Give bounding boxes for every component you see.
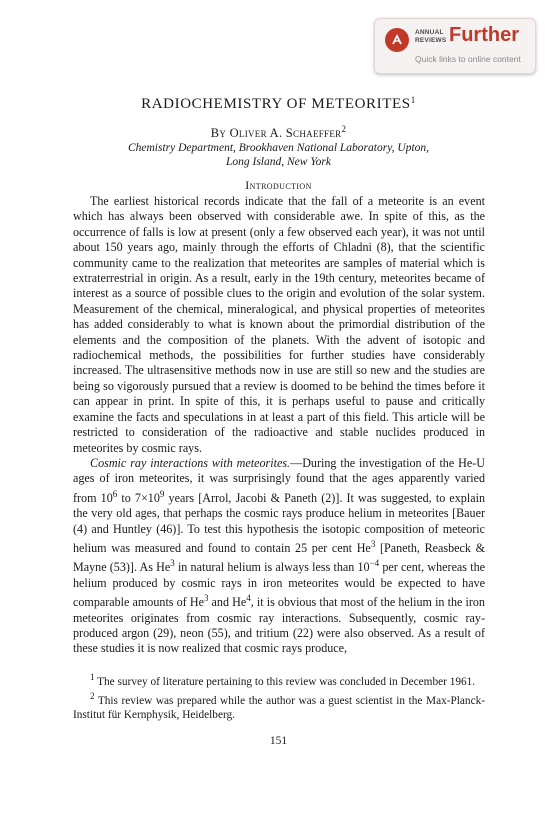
- section-heading: Introduction: [245, 178, 312, 192]
- article-title: RADIOCHEMISTRY OF METEORITES$^1$: [141, 95, 416, 112]
- further-badge[interactable]: [374, 18, 536, 74]
- paragraph-lede: Cosmic ray interactions with meteorites.: [90, 455, 291, 470]
- paragraph-cosmic-ray: Cosmic ray interactions with meteorites.—During the investigation of the He-U ages of iron meteorites, it was surprisingly found that the ages apparently varied from $10^6$ to $7\times 10^9$ years [Arrol, Jacobi & Paneth (2)]. It was suggested, to explain the very old ages, that perhaps the cosmic rays produce helium in meteorites [Bauer (4) and Huntley (46)]. To test this hypothesis the isotopic composition of meteoric helium was measured and found to contain 25 per cent He$^3$ [Paneth, Reasbeck & Mayne (53)]. As He$^3$ in natural helium is always less than $10^{-4}$ per cent, whereas the helium produced by cosmic rays in iron meteorites would be expected to have comparable amounts of He$^3$ and He$^4$, it is obvious that most of the helium in the iron meteorites originates from cosmic ray interactions. Subsequently, cosmic ray-produced argon (29), neon (55), and tritium (22) were also observed. As a result of these studies it is now realized that cosmic rays produce,: [73, 455, 486, 656]
- affiliation: [0, 141, 557, 169]
- footnote-1: $^1$ The survey of literature pertaining to this review was concluded in December 1961.: [90, 672, 476, 688]
- author-footnote-marker: 2: [341, 124, 347, 134]
- affiliation-line-1: Chemistry Department, Brookhaven National Laboratory, Upton,: [127, 142, 430, 154]
- paragraph-introduction: The earliest historical records indicate that the fall of a meteorite is an event which has always been observed with considerable awe. In spite of this, as the occurrence of falls is low at present (only a few observed each year), it was not until about 150 years ago, mainly through the efforts of Chladni (8), that the scientific community came to the realization that meteorites are samples of material which is extraterrestrial in origin. As a result, early in the 19th century, meteorites became of interest as a source of possible clues to the origin and evolution of the solar system. Measurement of the chemical, mineralogical, and physical properties of meteorites has added considerably to what is known about the primordial distribution of the elements and the composition of the planets. With the advent of isotopic and radiochemical methods, the possibilities for further studies have considerably increased. The ultrasensitive methods now in use are still so new and the studies are being so vigorously pursued that a review is doomed to be behind the times before it can appear in print. In spite of this, it is perhaps useful to pause and critically examine the facts and speculations in at least a part of this field. This article will be restricted to consideration of the radioactive and stable nuclides produced in meteorites by cosmic rays.: [73, 194, 485, 455]
- badge-label[interactable]: Further: [449, 24, 519, 46]
- author-line: By Oliver A. Schaeffer$^2$: [210, 124, 347, 140]
- page-number: 151: [269, 735, 288, 747]
- title-footnote-marker: 1: [410, 95, 416, 105]
- annual-reviews-logo-icon: [385, 28, 409, 52]
- affiliation-line-2: Long Island, New York: [225, 156, 331, 168]
- badge-publisher: ANNUAL REVIEWS: [415, 29, 447, 44]
- footnotes: [73, 670, 485, 722]
- article-body: [73, 194, 485, 657]
- badge-tagline: Quick links to online content: [415, 54, 521, 64]
- footnote-2: $^2$ This review was prepared while the author was a guest scientist in the Max-Planck-Institut für Kernphysik, Heidelberg.: [73, 691, 485, 721]
